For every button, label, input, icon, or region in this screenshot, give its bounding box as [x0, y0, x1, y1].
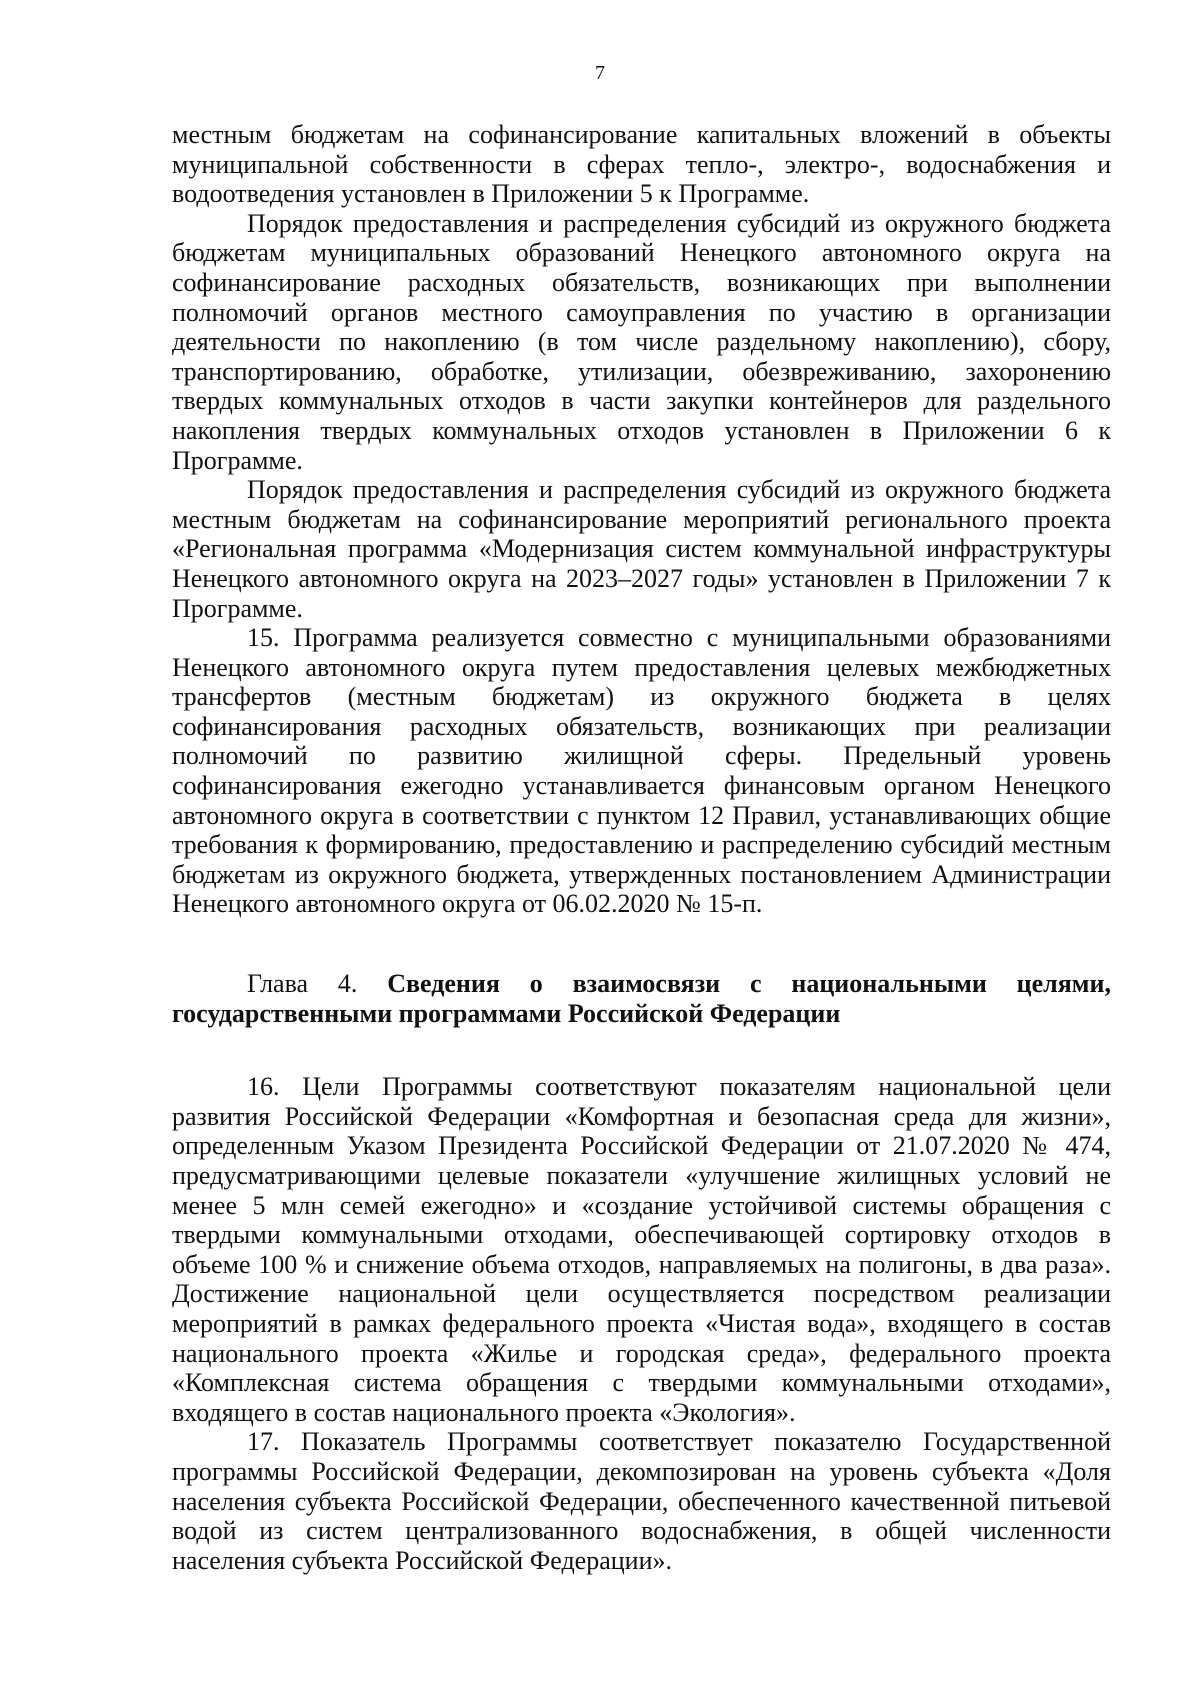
paragraph-item-15: 15. Программа реализуется совместно с муниципальными образованиями Ненецкого автономного округа путем предоставления целевых межбюджетных трансфертов (местным бюджетам) из окружного бюджета в целях софинансирования расходных обязательств, возникающих при реализации полномочий по развитию жилищной сферы. Предельный уровень софинансирования ежегодно устанавливается финансовым органом Ненецкого автономного округа в соответствии с пунктом 12 Правил, устанавливающих общие требования к формированию, предоставлению и распределению субсидий местным бюджетам из окружного бюджета, утвержденных постановлением Администрации Ненецкого автономного округа от 06.02.2020 № 15-п.	[172, 623, 1111, 919]
paragraph-subsidies-containers: Порядок предоставления и распределения субсидий из окружного бюджета бюджетам муниципальных образований Ненецкого автономного округа на софинансирование расходных обязательств, возникающих при выполнении полномочий органов местного самоуправления по участию в организации деятельности по накоплению (в том числе раздельному накоплению), сбору, транспортированию, обработке, утилизации, обезвреживанию, захоронению твердых коммунальных отходов в части закупки контейнеров для раздельного накопления твердых коммунальных отходов установлен в Приложении 6 к Программе.	[172, 208, 1111, 475]
paragraph-local-budgets: местным бюджетам на софинансирование капитальных вложений в объекты муниципальной собственности в сферах тепло-, электро-, водоснабжения и водоотведения установлен в Приложении 5 к Программе.	[172, 120, 1111, 209]
paragraph-subsidies-regional-project: Порядок предоставления и распределения субсидий из окружного бюджета местным бюджетам на софинансирование мероприятий регионального проекта «Региональная программа «Модернизация систем коммунальной инфраструктуры Ненецкого автономного округа на 2023–2027 годы» установлен в Приложении 7 к Программе.	[172, 475, 1111, 623]
paragraph-item-17: 17. Показатель Программы соответствует показателю Государственной программы Российской Федерации, декомпозирован на уровень субъекта «Доля населения субъекта Российской Федерации, обеспеченного качественной питьевой водой из систем централизованного водоснабжения, в общей численности населения субъекта Российской Федерации».	[172, 1427, 1111, 1575]
chapter-heading	[172, 969, 1111, 1028]
paragraph-item-16: 16. Цели Программы соответствуют показателям национальной цели развития Российской Федерации «Комфортная и безопасная среда для жизни», определенным Указом Президента Российской Федерации от 21.07.2020 № 474, предусматривающими целевые показатели «улучшение жилищных условий не менее 5 млн семей ежегодно» и «создание устойчивой системы обращения с твердыми коммунальными отходами, обеспечивающей сортировку отходов в объеме 100 % и снижение объема отходов, направляемых на полигоны, в два раза». Достижение национальной цели осуществляется посредством реализации мероприятий в рамках федерального проекта «Чистая вода», входящего в состав национального проекта «Жилье и городская среда», федерального проекта «Комплексная система обращения с твердыми коммунальными отходами», входящего в состав национального проекта «Экология».	[172, 1072, 1111, 1427]
document-body	[172, 120, 1111, 1575]
chapter-prefix: Глава 4.	[247, 969, 358, 999]
page-number: 7	[595, 62, 605, 84]
chapter-title: Сведения о взаимосвязи с национальными целями, государственными программами Российской Федерации	[172, 969, 1111, 1028]
